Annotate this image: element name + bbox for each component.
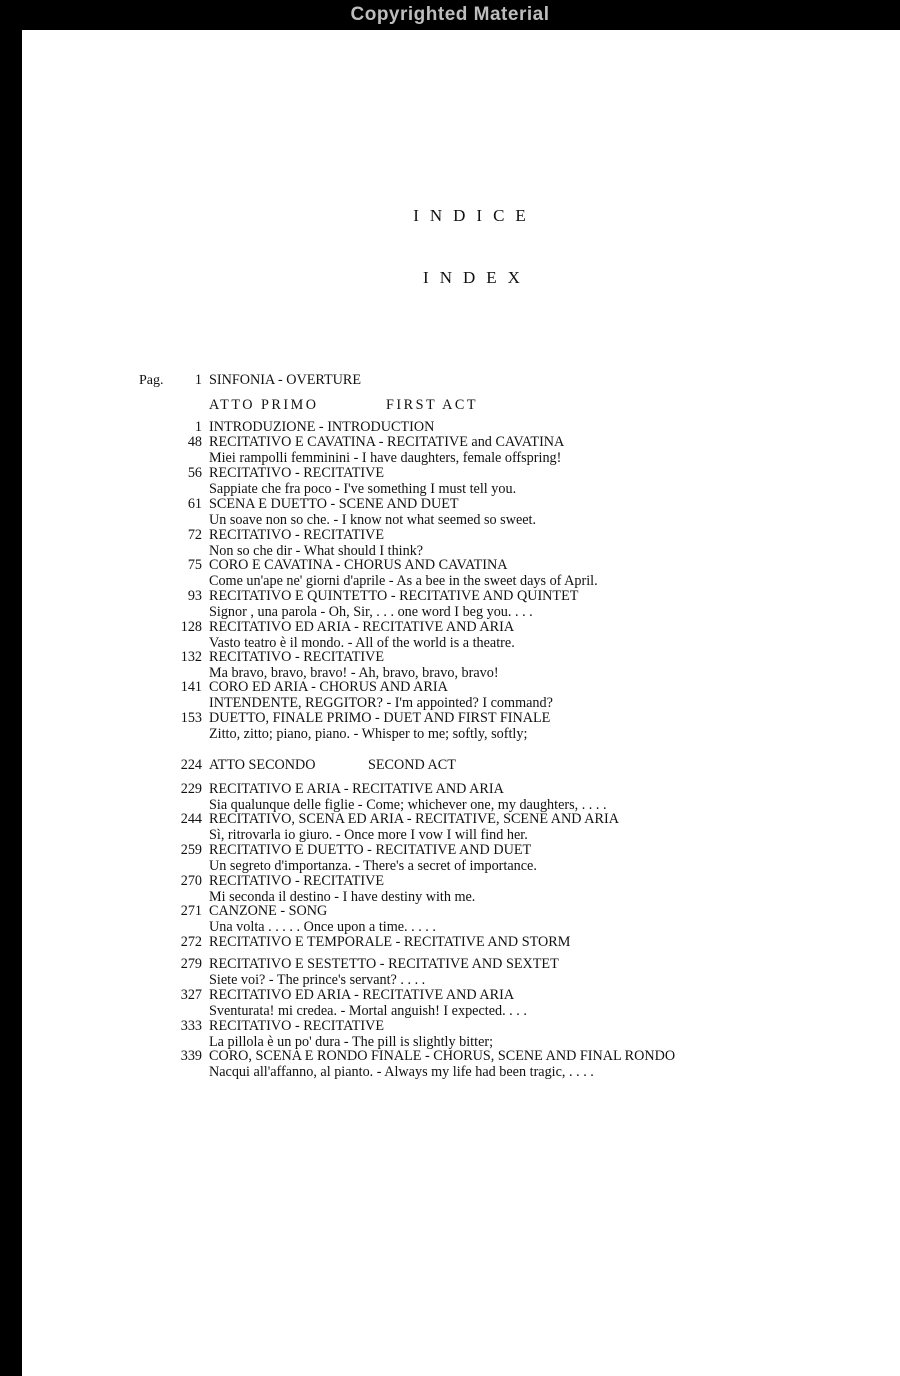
entry-subtitle: Come un'ape ne' giorni d'aprile - As a bee in the sweet days of April. [209, 572, 598, 589]
entry-page-number: 1 [194, 419, 202, 435]
entry-page-number: 333 [180, 1018, 202, 1034]
entry-title: RECITATIVO ED ARIA - RECITATIVE AND ARIA [209, 619, 515, 635]
entry-title: DUETTO, FINALE PRIMO - DUET AND FIRST FINALE [209, 710, 551, 726]
entry-page-number: 327 [180, 987, 202, 1003]
act1-title-en: FIRST ACT [386, 397, 479, 413]
entry-page-number: 132 [180, 649, 202, 665]
entry-page-number: 259 [180, 842, 202, 858]
overture-title: SINFONIA - OVERTURE [209, 372, 362, 388]
entry-page-number: 75 [187, 557, 202, 573]
entry-subtitle: Mi seconda il destino - I have destiny with me. [209, 888, 476, 905]
entry-page-number: 272 [180, 934, 202, 950]
pag-label: Pag. [139, 373, 164, 388]
entry-title: RECITATIVO - RECITATIVE [209, 527, 385, 543]
entry-page-number: 339 [180, 1048, 202, 1064]
entry-subtitle: Sappiate che fra poco - I've something I must tell you. [209, 480, 517, 497]
entry-subtitle: Miei rampolli femminini - I have daughters, female offspring! [209, 449, 562, 466]
act2-title-en: SECOND ACT [368, 757, 456, 773]
entry-page-number: 270 [180, 873, 202, 889]
entry-page-number: 153 [180, 710, 202, 726]
entry-page-number: 72 [187, 527, 202, 543]
entry-page-number: 56 [187, 465, 202, 481]
entry-title: CANZONE - SONG [209, 903, 328, 919]
entry-title: RECITATIVO E SESTETTO - RECITATIVE AND SEXTET [209, 956, 559, 972]
entry-subtitle: Un soave non so che. - I know not what seemed so sweet. [209, 511, 537, 528]
entry-title: RECITATIVO - RECITATIVE [209, 873, 385, 889]
overture-page-number: 1 [194, 372, 202, 388]
entry-subtitle: La pillola è un po' dura - The pill is slightly bitter; [209, 1033, 494, 1050]
entry-subtitle: INTENDENTE, REGGITOR? - I'm appointed? I command? [209, 694, 553, 711]
entry-subtitle: Un segreto d'importanza. - There's a secret of importance. [209, 857, 537, 874]
entry-page-number: 271 [180, 903, 202, 919]
entry-title: CORO ED ARIA - CHORUS AND ARIA [209, 679, 448, 695]
entry-subtitle: Vasto teatro è il mondo. - All of the world is a theatre. [209, 634, 515, 651]
entry-title: RECITATIVO E DUETTO - RECITATIVE AND DUET [209, 842, 532, 858]
entry-title: CORO E CAVATINA - CHORUS AND CAVATINA [209, 557, 508, 573]
entry-title: SCENA E DUETTO - SCENE AND DUET [209, 496, 459, 512]
entry-page-number: 48 [187, 434, 202, 450]
entry-page-number: 93 [187, 588, 202, 604]
heading-index: INDEX [423, 268, 531, 287]
entry-title: RECITATIVO E ARIA - RECITATIVE AND ARIA [209, 781, 504, 797]
copyright-banner: Copyrighted Material [350, 4, 550, 25]
entry-title: RECITATIVO E QUINTETTO - RECITATIVE AND QUINTET [209, 588, 579, 604]
entry-subtitle: Siete voi? - The prince's servant? . . . . [209, 971, 426, 988]
heading-indice: INDICE [413, 206, 537, 225]
entry-subtitle: Signor , una parola - Oh, Sir, . . . one word I beg you. . . . [209, 603, 533, 620]
entry-page-number: 279 [180, 956, 202, 972]
entry-page-number: 229 [180, 781, 202, 797]
entry-page-number: 141 [180, 679, 202, 695]
entry-page-number: 128 [180, 619, 202, 635]
entry-title: RECITATIVO ED ARIA - RECITATIVE AND ARIA [209, 987, 515, 1003]
entry-subtitle: Sventurata! mi credea. - Mortal anguish! I expected. . . . [209, 1002, 527, 1019]
entry-title: RECITATIVO - RECITATIVE [209, 1018, 385, 1034]
entry-subtitle: Nacqui all'affanno, al pianto. - Always my life had been tragic, . . . . [209, 1063, 594, 1080]
entry-subtitle: Una volta . . . . . Once upon a time. . . . . [209, 918, 436, 935]
entry-title: INTRODUZIONE - INTRODUCTION [209, 419, 435, 435]
entry-subtitle: Non so che dir - What should I think? [209, 542, 424, 559]
act1-title-it: ATTO PRIMO [209, 397, 319, 413]
entry-subtitle: Sì, ritrovarla io giuro. - Once more I vow I will find her. [209, 826, 528, 843]
entry-title: RECITATIVO E CAVATINA - RECITATIVE and CAVATINA [209, 434, 565, 450]
entry-title: RECITATIVO - RECITATIVE [209, 649, 385, 665]
act2-page-number: 224 [180, 757, 202, 773]
entry-title: RECITATIVO, SCENA ED ARIA - RECITATIVE, SCENE AND ARIA [209, 811, 619, 827]
entry-subtitle: Ma bravo, bravo, bravo! - Ah, bravo, bravo, bravo! [209, 664, 499, 681]
entry-title: RECITATIVO - RECITATIVE [209, 465, 385, 481]
index-page [22, 30, 900, 1376]
act2-title-it: ATTO SECONDO [209, 757, 316, 773]
entry-subtitle: Zitto, zitto; piano, piano. - Whisper to me; softly, softly; [209, 725, 528, 742]
entry-title: CORO, SCENA E RONDO FINALE - CHORUS, SCENE AND FINAL RONDO [209, 1048, 676, 1064]
entry-title: RECITATIVO E TEMPORALE - RECITATIVE AND STORM [209, 934, 571, 950]
entry-page-number: 244 [180, 811, 202, 827]
entry-page-number: 61 [187, 496, 202, 512]
entry-subtitle: Sia qualunque delle figlie - Come; whichever one, my daughters, . . . . [209, 796, 607, 813]
